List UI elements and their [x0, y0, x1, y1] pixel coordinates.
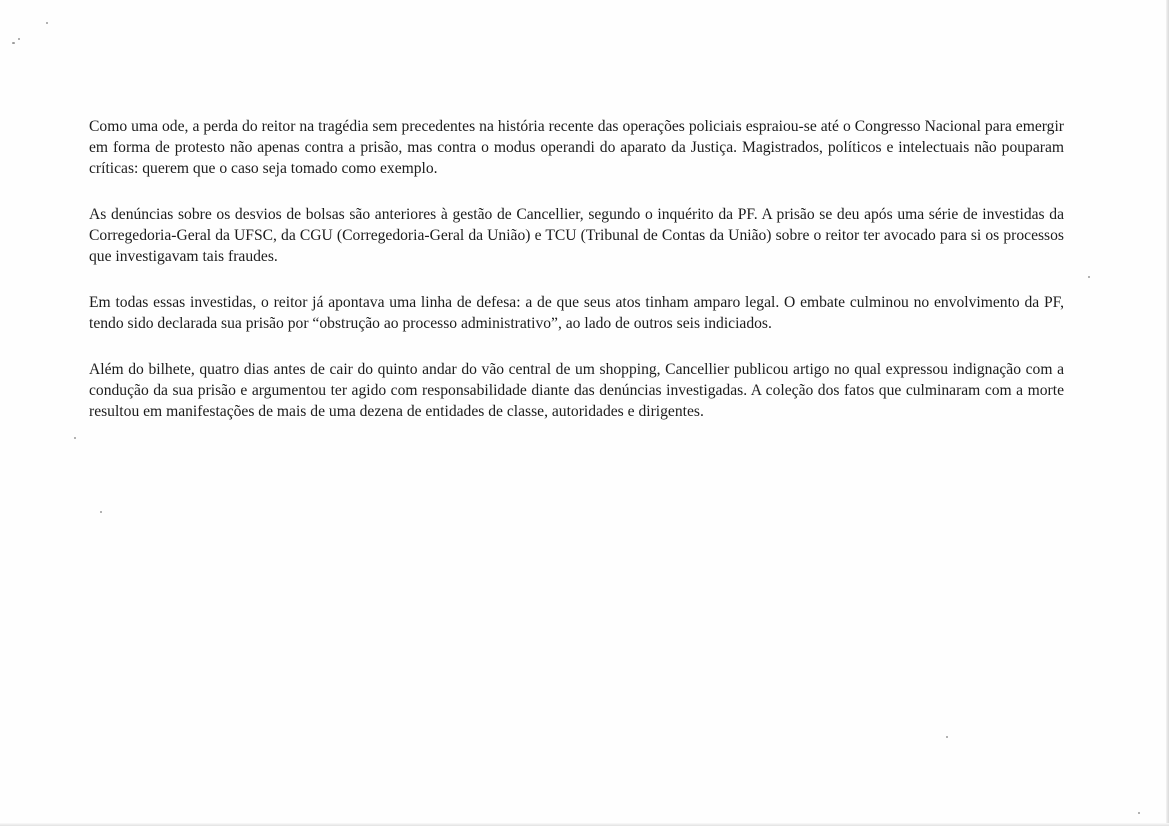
paragraph: Além do bilhete, quatro dias antes de cair do quinto andar do vão central de um shopping, Cancellier publicou artigo no qual expressou indignação com a condução da sua prisão e argumentou ter agido com responsabilidade diante das denúncias investigadas. A coleção dos fatos que culminaram com a morte resultou em manifestações de mais de uma dezena de entidades de classe, autoridades e dirigentes.	[89, 361, 1064, 420]
scan-speck	[18, 38, 20, 40]
scan-speck	[946, 736, 948, 738]
scan-speck	[1138, 812, 1140, 814]
scan-speck	[100, 511, 102, 513]
scan-speck	[12, 42, 15, 44]
scan-speck	[1088, 276, 1090, 278]
paragraph: As denúncias sobre os desvios de bolsas são anteriores à gestão de Cancellier, segundo o inquérito da PF. A prisão se deu após uma série de investidas da Corregedoria-Geral da UFSC, da CGU (Corregedoria-Geral da União) e TCU (Tribunal de Contas da União) sobre o reitor ter avocado para si os processos que investigavam tais fraudes.	[89, 206, 1064, 265]
scan-speck	[46, 22, 48, 24]
scan-speck	[74, 437, 76, 439]
paragraph: Em todas essas investidas, o reitor já apontava uma linha de defesa: a de que seus atos tinham amparo legal. O embate culminou no envolvimento da PF, tendo sido declarada sua prisão por “obstrução ao processo administrativo”, ao lado de outros seis indiciados.	[89, 294, 1064, 332]
paragraph: Como uma ode, a perda do reitor na tragédia sem precedentes na história recente das operações policiais espraiou-se até o Congresso Nacional para emergir em forma de protesto não apenas contra a prisão, mas contra o modus operandi do aparato da Justiça. Magistrados, políticos e intelectuais não pouparam críticas: querem que o caso seja tomado como exemplo.	[89, 118, 1064, 177]
document-body	[89, 116, 1064, 447]
